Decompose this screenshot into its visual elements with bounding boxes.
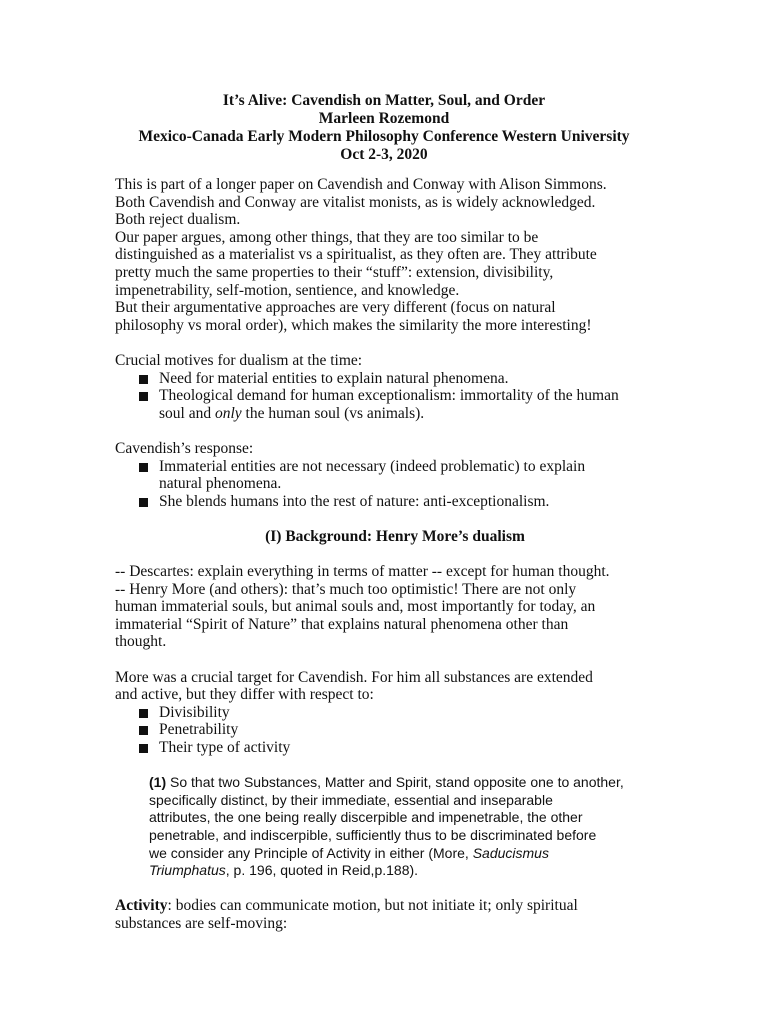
text-line: This is part of a longer paper on Cavendish and Conway with Alison Simmons.	[115, 176, 607, 193]
list-item-text: Theological demand for human exceptionalism: immortality of the human	[159, 387, 619, 405]
response-list	[115, 458, 675, 511]
document-body	[115, 176, 675, 933]
text-line	[149, 845, 669, 863]
descartes-line: -- Descartes: explain everything in terms of matter -- except for human thought.	[115, 563, 610, 581]
text-line: philosophy vs moral order), which makes the similarity the more interesting!	[115, 316, 592, 334]
bullet-square-icon	[139, 726, 148, 735]
list-item-text: Divisibility	[159, 703, 230, 721]
text-line	[149, 774, 669, 792]
text-line: substances are self-moving:	[115, 914, 288, 932]
block-quote	[149, 774, 669, 880]
text-line: impenetrability, self-motion, sentience, and knowledge.	[115, 281, 460, 299]
text-line: distinguished as a materialist vs a spiritualist, as they often are. They attribute	[115, 246, 597, 264]
text-line: immaterial “Spirit of Nature” that explains natural phenomena other than	[115, 615, 569, 633]
text-line: penetrable, and indiscerpible, sufficiently thus to be discriminated before	[149, 826, 597, 843]
text-line: But their argumentative approaches are very different (focus on natural	[115, 299, 556, 317]
paragraph-gap	[115, 422, 675, 440]
conference-name: Mexico-Canada Early Modern Philosophy Conference Western University	[138, 128, 630, 145]
paragraph-gap	[115, 510, 675, 528]
paragraph-gap	[115, 334, 675, 352]
list-item	[115, 370, 675, 388]
paragraph-gap	[115, 880, 675, 898]
section-heading: (I) Background: Henry More’s dualism	[265, 527, 525, 545]
list-item	[115, 493, 675, 511]
list-item-text: She blends humans into the rest of nature: anti-exceptionalism.	[159, 492, 550, 510]
paragraph-gap	[115, 651, 675, 669]
bullet-square-icon	[139, 392, 148, 401]
text-run: , p. 196, quoted in Reid,p.188).	[225, 862, 419, 879]
text-line: thought.	[115, 633, 167, 651]
text-run: : bodies can communicate motion, but not initiate it; only spiritual	[167, 897, 578, 915]
list-item	[115, 458, 675, 493]
text-line	[149, 862, 669, 880]
motives-list	[115, 370, 675, 423]
text-line: specifically distinct, by their immediate, essential and inseparable	[149, 791, 553, 808]
emphasis-text: only	[214, 404, 242, 422]
intro-paragraph-3	[115, 299, 675, 334]
list-item-text: Need for material entities to explain natural phenomena.	[159, 369, 509, 387]
text-line: Our paper argues, among other things, that they are too similar to be	[115, 228, 539, 246]
document-header	[0, 92, 768, 164]
motives-heading: Crucial motives for dualism at the time:	[115, 351, 363, 369]
intro-paragraph-1	[115, 176, 675, 229]
bullet-square-icon	[139, 375, 148, 384]
intro-paragraph-2	[115, 229, 675, 299]
list-item	[115, 704, 675, 722]
text-line: Both reject dualism.	[115, 211, 241, 229]
properties-list	[115, 704, 675, 757]
text-run: soul and	[159, 404, 215, 422]
author-name: Marleen Rozemond	[318, 110, 450, 127]
text-line: -- Henry More (and others): that’s much too optimistic! There are not only	[115, 580, 577, 598]
citation-title: Saducismus	[472, 844, 549, 861]
text-line: Both Cavendish and Conway are vitalist monists, as is widely acknowledged.	[115, 193, 596, 211]
text-line: and active, but they differ with respect to:	[115, 686, 374, 704]
list-item	[115, 387, 675, 422]
document-title: It’s Alive: Cavendish on Matter, Soul, and Order	[222, 92, 546, 109]
bullet-square-icon	[139, 744, 148, 753]
list-item-text: Immaterial entities are not necessary (indeed problematic) to explain	[159, 457, 586, 475]
list-item	[115, 721, 675, 739]
target-paragraph	[115, 669, 675, 704]
henry-more-paragraph	[115, 581, 675, 651]
paragraph-gap	[115, 545, 675, 563]
citation-title: Triumphatus	[149, 862, 226, 879]
text-line: attributes, the one being really discerpible and impenetrable, the other	[149, 809, 583, 826]
response-heading: Cavendish’s response:	[115, 439, 254, 457]
text-run: the human soul (vs animals).	[241, 404, 425, 422]
text-run: So that two Substances, Matter and Spirit, stand opposite one to another,	[166, 774, 624, 791]
list-item-text	[159, 405, 675, 423]
bullet-square-icon	[139, 463, 148, 472]
bullet-square-icon	[139, 498, 148, 507]
quote-number: (1)	[149, 774, 167, 791]
text-line	[115, 897, 675, 915]
list-item	[115, 739, 675, 757]
list-item-text: Penetrability	[159, 721, 239, 739]
bullet-square-icon	[139, 709, 148, 718]
text-line: More was a crucial target for Cavendish. For him all substances are extended	[115, 668, 593, 686]
text-run: we consider any Principle of Activity in either (More,	[149, 844, 473, 861]
activity-label: Activity	[115, 897, 168, 915]
list-item-text: Their type of activity	[159, 739, 291, 756]
text-line: pretty much the same properties to their “stuff”: extension, divisibility,	[115, 263, 554, 281]
list-item-text: natural phenomena.	[159, 475, 282, 493]
text-line: human immaterial souls, but animal souls and, most importantly for today, an	[115, 598, 596, 616]
paragraph-gap	[115, 757, 675, 775]
activity-paragraph	[115, 897, 675, 932]
conference-date: Oct 2-3, 2020	[340, 146, 428, 163]
